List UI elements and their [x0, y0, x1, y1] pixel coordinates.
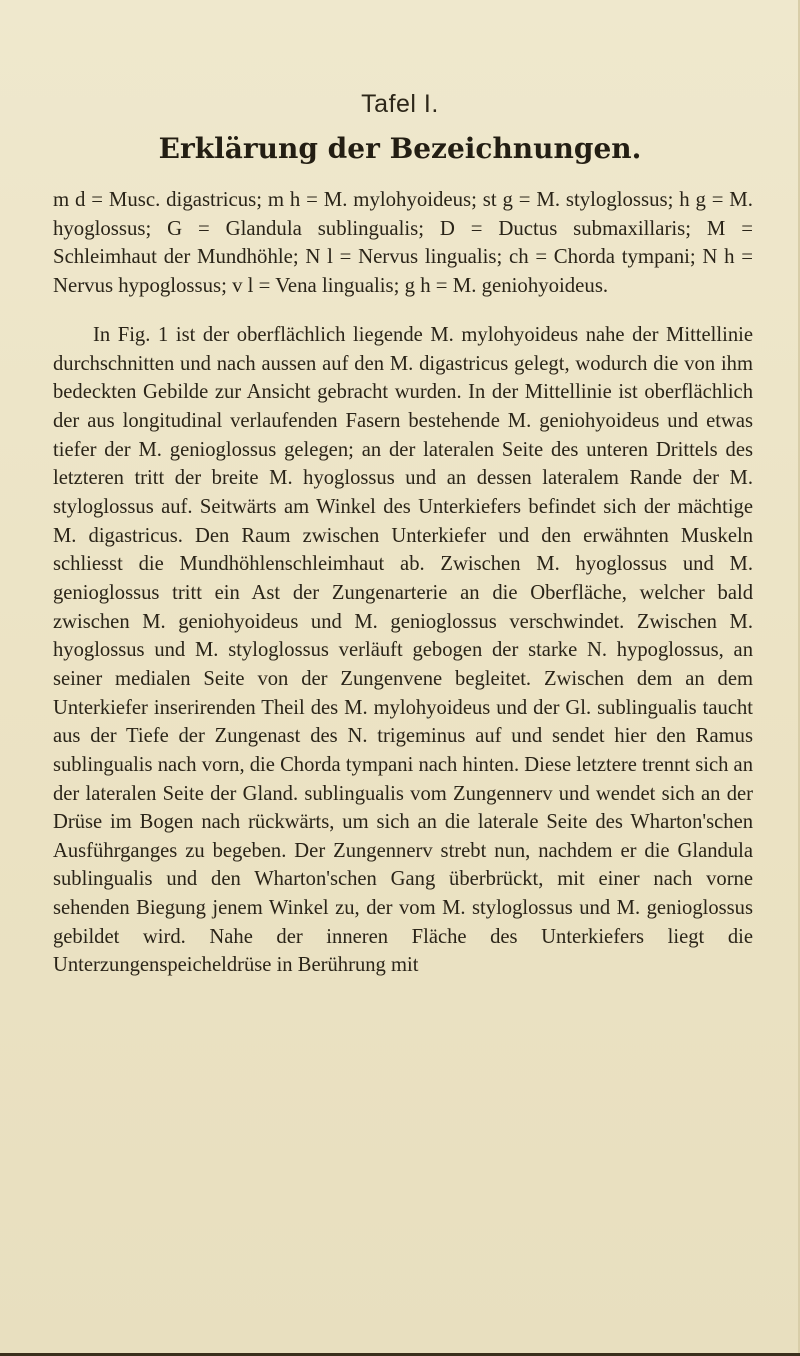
description-paragraph: In Fig. 1 ist der oberflächlich liegende M. mylohyoideus nahe der Mittellinie durchschnitten und nach aussen auf den M. digastricus gelegt, wodurch die von ihm bedeckten Gebilde zur Ansicht gebracht wurden. In der Mittellinie ist oberflächlich der aus longitudinal verlaufenden Fasern bestehende M. geniohyoideus und etwas tiefer der M. genioglossus gelegen; an der lateralen Seite des unteren Drittels des letzteren tritt der breite M. hyoglossus und an dessen lateralem Rande der M. styloglossus auf. Seitwärts am Winkel des Unterkiefers befindet sich der mächtige M. digastricus. Den Raum zwischen Unterkiefer und den erwähnten Muskeln schliesst die Mundhöhlenschleimhaut ab. Zwischen M. hyoglossus und M. genioglossus tritt ein Ast der Zungenarterie an die Oberfläche, welcher bald zwischen M. geniohyoideus und M. genioglossus verschwindet. Zwischen M. hyoglossus und M. styloglossus verläuft gebogen der starke N. hypoglossus, an seiner medialen Seite von der Zungenvene begleitet. Zwischen dem an dem Unterkiefer inserirenden Theil des M. mylohyoideus und der Gl. sublingualis taucht aus der Tiefe der Zungenast des N. trigeminus auf und sendet hier den Ramus sublingualis nach vorn, die Chorda tympani nach hinten. Diese letztere trennt sich an der lateralen Seite der Gland. sublingualis vom Zungennerv und wendet sich an der Drüse im Bogen nach rückwärts, um sich an die laterale Seite des Wharton'schen Ausführganges zu begeben. Der Zungennerv strebt nun, nachdem er die Glandula sublingualis und den Wharton'schen Gang überbrückt, mit einer nach vorne sehenden Biegung jenem Winkel zu, der vom M. styloglossus und M. genioglossus gebildet wird. Nahe der inneren Fläche des Unterkiefers liegt die Unterzungenspeicheldrüse in Berührung mit — [53, 324, 753, 977]
page-heading: Erklärung der Bezeichnungen. — [158, 132, 642, 165]
plate-number: Tafel I. — [361, 90, 439, 118]
abbreviation-legend: m d = Musc. digastricus; m h = M. mylohyoideus; st g = M. styloglossus; h g = M. hyoglossus; G = Glandula sublingualis; D = Ductus submaxillaris; M = Schleimhaut der Mundhöhle; N l = Nervus lingualis; ch = Chorda tympani; N h = Nervus hypoglossus; v l = Vena lingualis; g h = M. geniohyoideus. — [53, 188, 753, 297]
